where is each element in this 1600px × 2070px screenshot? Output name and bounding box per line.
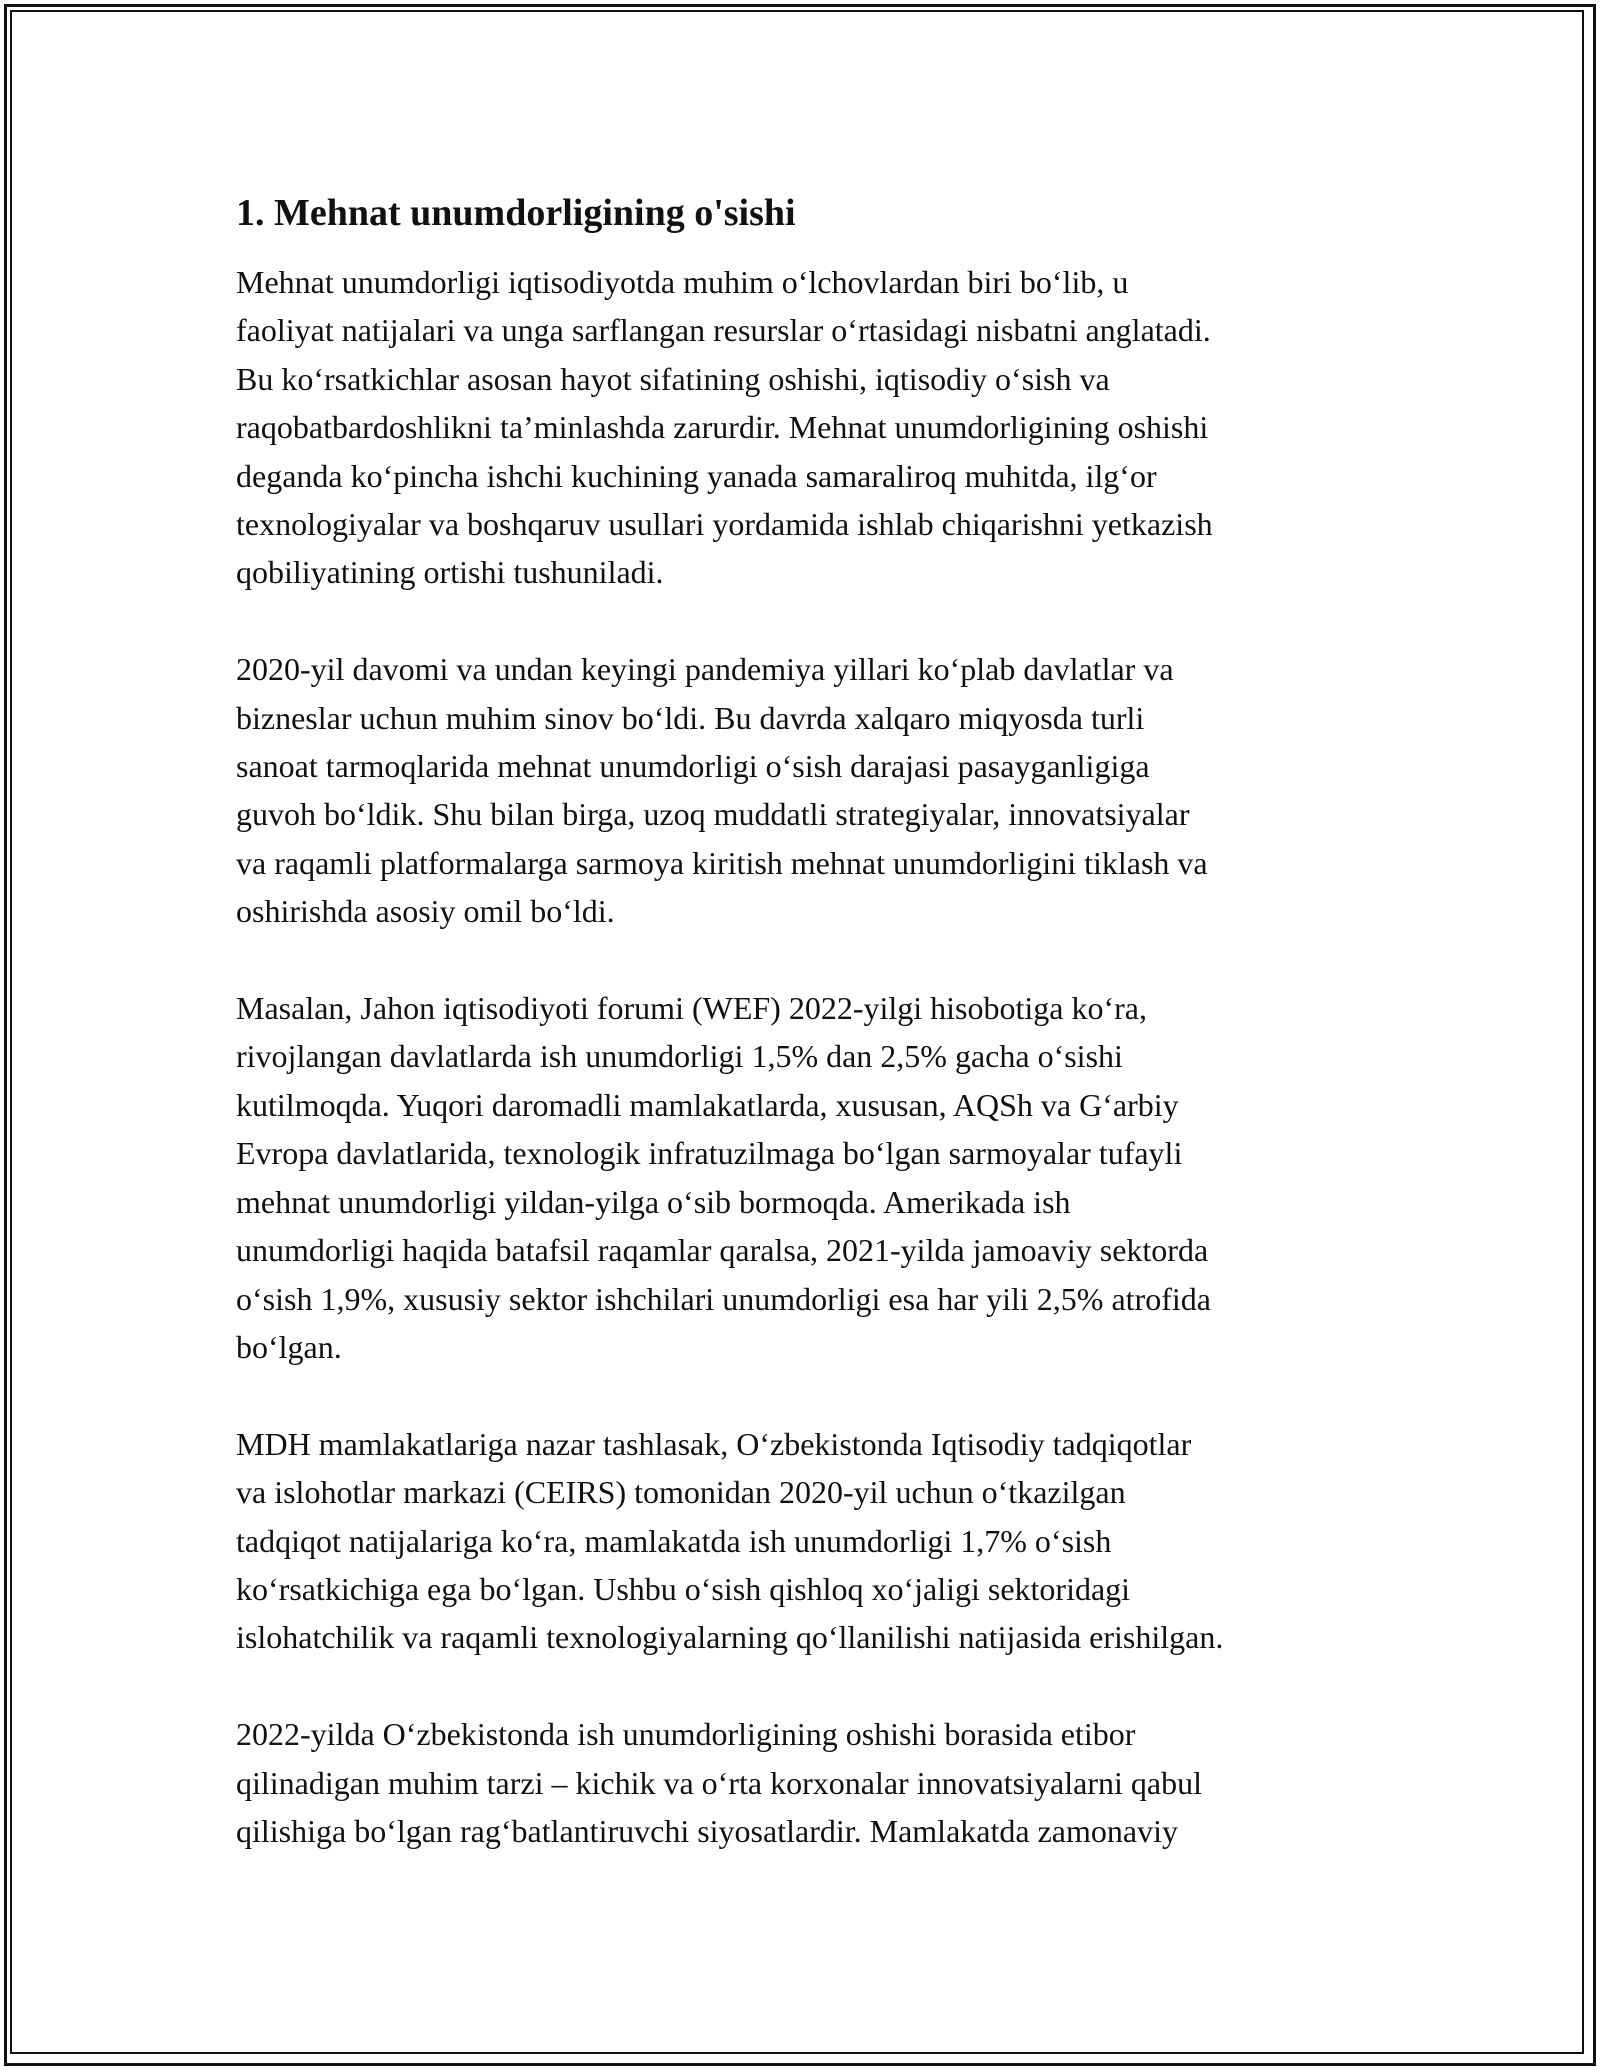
paragraph-2: 2020-yil davomi va undan keyingi pandemiya yillari ko‘plab davlatlar va bizneslar uchun muhim sinov bo‘ldi. Bu davrda xalqaro miqyosda turli sanoat tarmoqlarida mehnat unumdorligi o‘sish darajasi pasayganligiga guvoh bo‘ldik. Shu bilan birga, uzoq muddatli strategiyalar, innovatsiyalar va raqamli platformalarga sarmoya kiritish mehnat unumdorligini tiklash va oshirishda asosiy omil bo‘ldi.: [236, 651, 1208, 930]
paragraph-3: Masalan, Jahon iqtisodiyoti forumi (WEF) 2022-yilgi hisobotiga ko‘ra, rivojlangan davlatlarda ish unumdorligi 1,5% dan 2,5% gacha o‘sishi kutilmoqda. Yuqori daromadli mamlakatlarda, xususan, AQSh va G‘arbiy Evropa davlatlarida, texnologik infratuzilmaga bo‘lgan sarmoyalar tufayli mehnat unumdorligi yildan-yilga o‘sib bormoqda. Amerikada ish unumdorligi haqida batafsil raqamlar qaralsa, 2021-yilda jamoaviy sektorda o‘sish 1,9%, xususiy sektor ishchilari unumdorligi esa har yili 2,5% atrofida bo‘lgan.: [236, 990, 1211, 1365]
paragraph-1: Mehnat unumdorligi iqtisodiyotda muhim o‘lchovlardan biri bo‘lib, u faoliyat natijalari va unga sarflangan resurslar o‘rtasidagi nisbatni anglatadi. Bu ko‘rsatkichlar asosan hayot sifatining oshishi, iqtisodiy o‘sish va raqobatbardoshlikni ta’minlashda zarurdir. Mehnat unumdorligining oshishi deganda ko‘pincha ishchi kuchining yanada samaraliroq muhitda, ilg‘or texnologiyalar va boshqaruv usullari yordamida ishlab chiqarishni yetkazish qobiliyatining ortishi tushuniladi.: [236, 264, 1213, 591]
paragraph-4: MDH mamlakatlariga nazar tashlasak, O‘zbekistonda Iqtisodiy tadqiqotlar va islohotlar markazi (CEIRS) tomonidan 2020-yil uchun o‘tkazilgan tadqiqot natijalariga ko‘ra, mamlakatda ish unumdorligi 1,7% o‘sish ko‘rsatkichiga ega bo‘lgan. Ushbu o‘sish qishloq xo‘jaligi sektoridagi islohatchilik va raqamli texnologiyalarning qo‘llanilishi natijasida erishilgan.: [236, 1425, 1224, 1656]
paragraph-5: 2022-yilda O‘zbekistonda ish unumdorligining oshishi borasida etibor qilinadigan muhim tarzi – kichik va o‘rta korxonalar innovatsiyalarni qabul qilishiga bo‘lgan rag‘batlantiruvchi siyosatlardir. Mamlakatda zamonaviy: [236, 1716, 1202, 1849]
section-heading: 1. Mehnat unumdorligining o'sishi: [236, 192, 796, 234]
document-body: [236, 188, 1406, 1904]
